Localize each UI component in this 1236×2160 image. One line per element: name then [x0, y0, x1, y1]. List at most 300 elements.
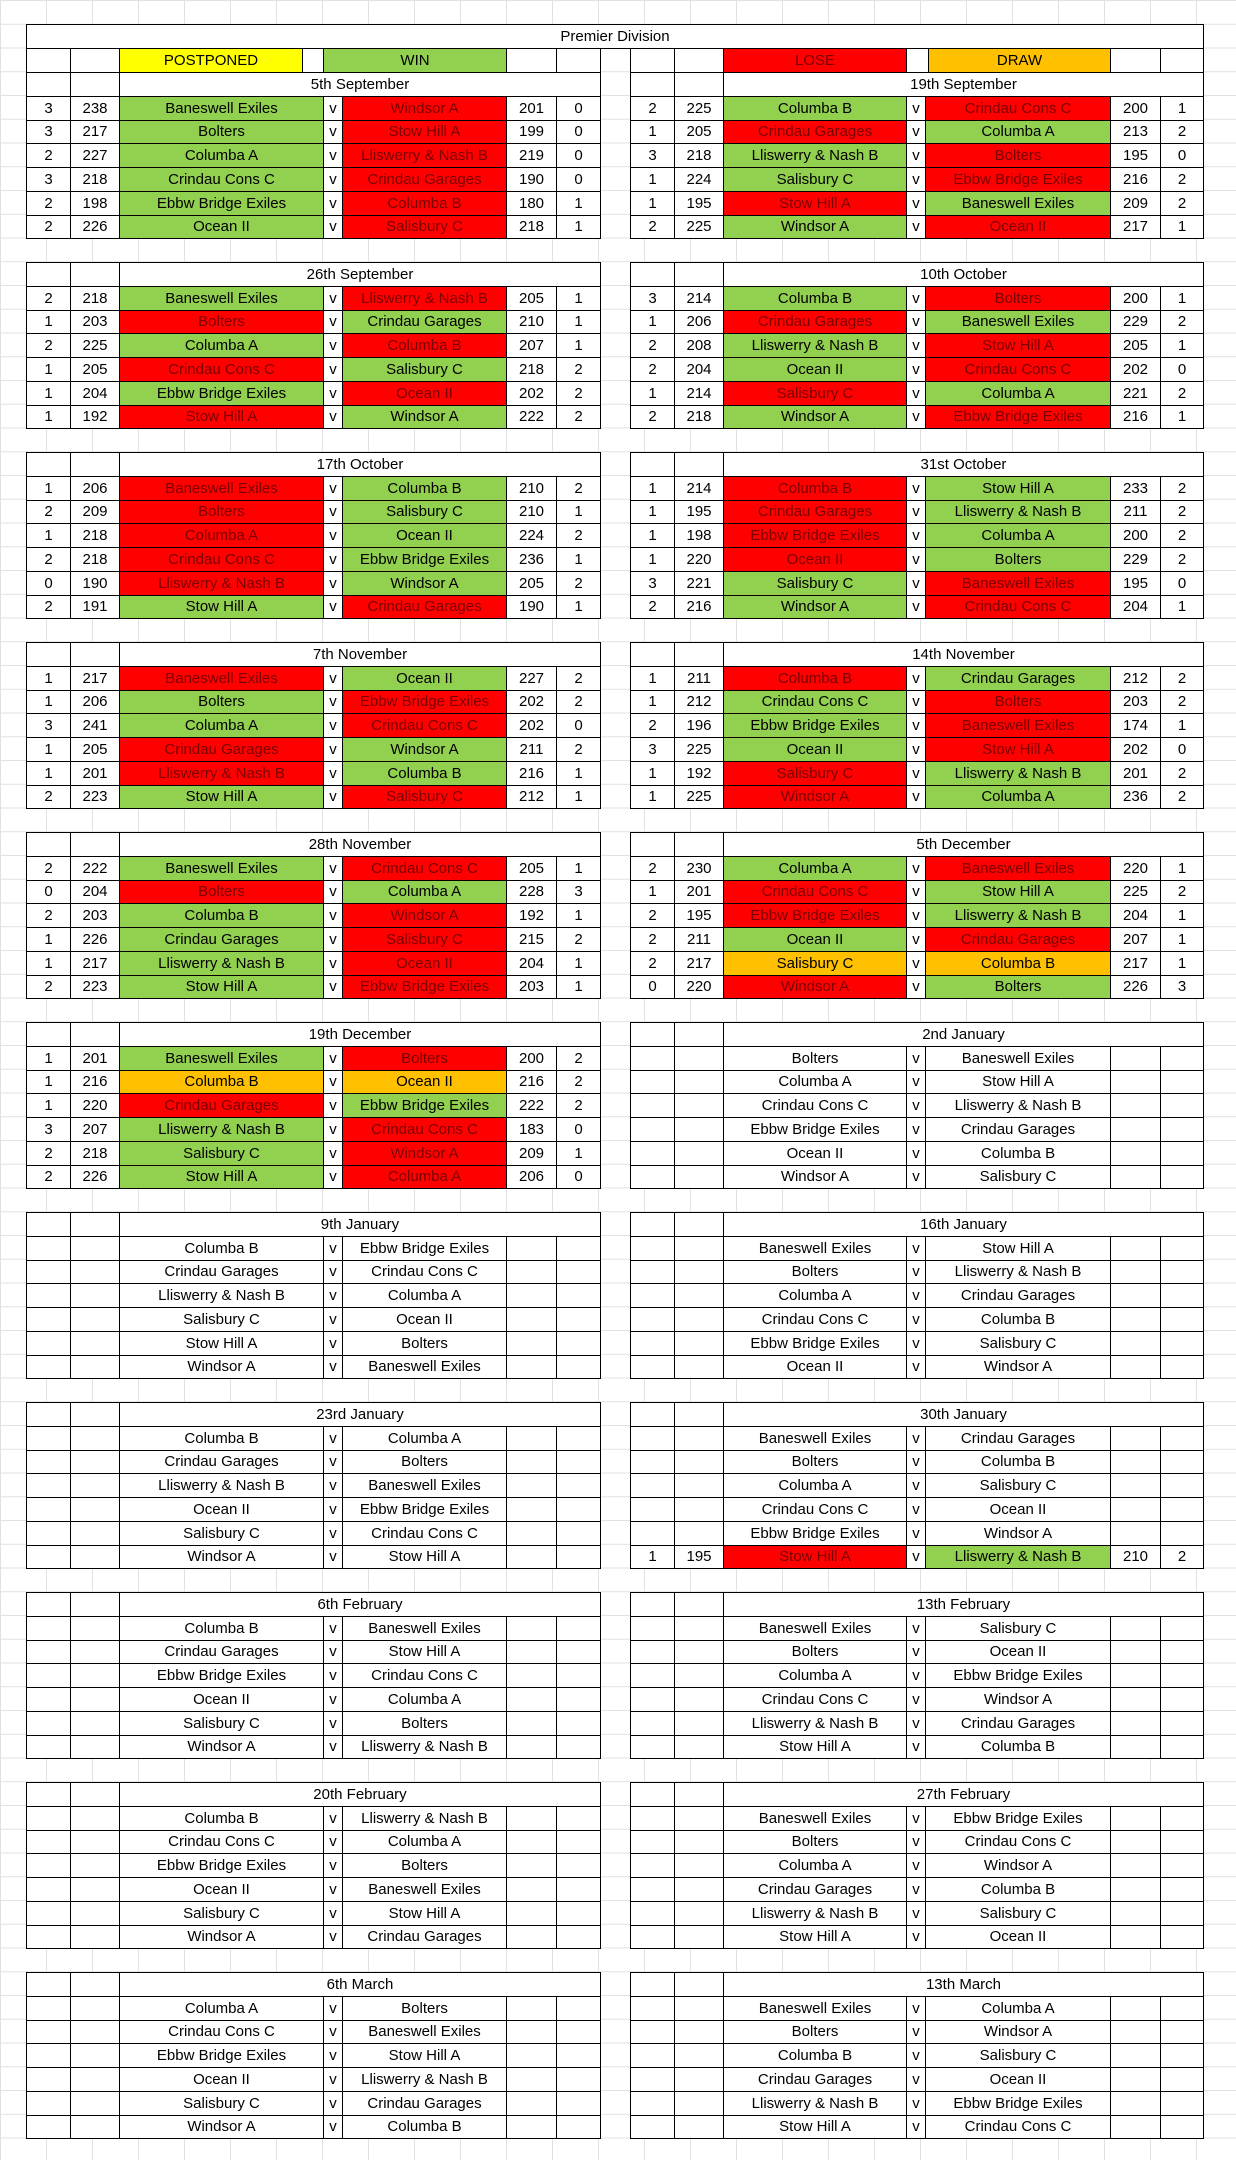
home-score[interactable]	[70, 2067, 120, 2092]
versus[interactable]: v	[906, 737, 926, 762]
home-points[interactable]	[630, 1070, 675, 1095]
home-points[interactable]	[26, 1307, 71, 1332]
home-points[interactable]	[630, 1711, 675, 1736]
away-score[interactable]	[506, 1663, 557, 1688]
away-score[interactable]	[1110, 1450, 1161, 1475]
versus[interactable]: v	[906, 476, 926, 501]
home-team[interactable]: Crindau Cons C	[723, 1093, 907, 1118]
home-team[interactable]: Lliswerry & Nash B	[723, 1901, 907, 1926]
away-points[interactable]: 2	[1160, 167, 1204, 192]
away-team[interactable]: Bolters	[925, 975, 1111, 1000]
away-points[interactable]	[556, 1236, 601, 1261]
away-score[interactable]	[506, 1426, 557, 1451]
home-score[interactable]: 218	[674, 143, 724, 168]
home-score[interactable]: 225	[674, 215, 724, 240]
away-points[interactable]: 0	[556, 1165, 601, 1190]
home-score[interactable]	[70, 1806, 120, 1831]
home-team[interactable]: Columba B	[119, 1616, 324, 1641]
away-points[interactable]: 1	[556, 215, 601, 240]
away-points[interactable]: 2	[556, 927, 601, 952]
away-team[interactable]: Stow Hill A	[925, 880, 1111, 905]
home-team[interactable]: Ebbw Bridge Exiles	[119, 2043, 324, 2068]
versus[interactable]: v	[323, 1545, 343, 1570]
home-team[interactable]: Bolters	[119, 880, 324, 905]
header-blank-cell[interactable]	[1110, 48, 1161, 73]
round-date[interactable]: 28th November	[119, 832, 601, 857]
away-team[interactable]: Windsor A	[925, 2020, 1111, 2045]
home-points[interactable]: 1	[630, 690, 675, 715]
away-team[interactable]: Windsor A	[342, 1141, 507, 1166]
away-score[interactable]: 211	[506, 737, 557, 762]
versus[interactable]: v	[323, 1260, 343, 1285]
versus[interactable]: v	[906, 2115, 926, 2140]
versus[interactable]: v	[323, 571, 343, 596]
home-points[interactable]: 2	[26, 1141, 71, 1166]
home-team[interactable]: Crindau Cons C	[119, 167, 324, 192]
away-points[interactable]	[1160, 1355, 1204, 1380]
round-date[interactable]: 19th December	[119, 1022, 601, 1047]
home-points[interactable]	[26, 1711, 71, 1736]
versus[interactable]: v	[323, 1070, 343, 1095]
home-score[interactable]: 217	[70, 951, 120, 976]
away-points[interactable]	[556, 1521, 601, 1546]
home-team[interactable]: Lliswerry & Nash B	[119, 951, 324, 976]
home-score[interactable]	[70, 1830, 120, 1855]
home-score[interactable]	[674, 1283, 724, 1308]
home-points[interactable]: 1	[26, 357, 71, 382]
versus[interactable]: v	[323, 1735, 343, 1760]
versus[interactable]: v	[323, 1473, 343, 1498]
versus[interactable]: v	[323, 120, 343, 145]
home-team[interactable]: Crindau Cons C	[723, 1687, 907, 1712]
away-score[interactable]: 213	[1110, 120, 1161, 145]
home-points[interactable]: 2	[630, 595, 675, 620]
home-team[interactable]: Ebbw Bridge Exiles	[723, 1521, 907, 1546]
home-team[interactable]: Columba A	[119, 523, 324, 548]
away-score[interactable]	[506, 1236, 557, 1261]
away-points[interactable]	[1160, 1996, 1204, 2021]
away-points[interactable]: 0	[556, 167, 601, 192]
away-score[interactable]	[1110, 1735, 1161, 1760]
round-date[interactable]: 20th February	[119, 1782, 601, 1807]
home-team[interactable]: Lliswerry & Nash B	[119, 1283, 324, 1308]
home-points[interactable]: 1	[26, 310, 71, 335]
away-score[interactable]	[1110, 1711, 1161, 1736]
away-team[interactable]: Lliswerry & Nash B	[342, 143, 507, 168]
home-score[interactable]: 195	[674, 903, 724, 928]
home-team[interactable]: Crindau Garages	[119, 1450, 324, 1475]
home-score[interactable]: 201	[70, 761, 120, 786]
away-score[interactable]	[1110, 1497, 1161, 1522]
home-score[interactable]: 201	[674, 880, 724, 905]
away-points[interactable]: 0	[556, 1117, 601, 1142]
home-score[interactable]: 218	[70, 547, 120, 572]
home-team[interactable]: Stow Hill A	[119, 595, 324, 620]
away-team[interactable]: Salisbury C	[342, 927, 507, 952]
away-team[interactable]: Stow Hill A	[342, 1640, 507, 1665]
home-score[interactable]: 195	[674, 1545, 724, 1570]
home-team[interactable]: Baneswell Exiles	[723, 1996, 907, 2021]
away-points[interactable]	[556, 1283, 601, 1308]
home-score[interactable]: 216	[674, 595, 724, 620]
home-points[interactable]: 1	[26, 951, 71, 976]
round-date[interactable]: 5th September	[119, 72, 601, 97]
versus[interactable]: v	[906, 1687, 926, 1712]
away-score[interactable]: 202	[506, 690, 557, 715]
away-points[interactable]	[1160, 2020, 1204, 2045]
home-score[interactable]: 205	[674, 120, 724, 145]
away-points[interactable]: 2	[1160, 191, 1204, 216]
away-score[interactable]	[506, 1307, 557, 1332]
away-points[interactable]: 2	[556, 381, 601, 406]
away-points[interactable]	[556, 1640, 601, 1665]
away-points[interactable]: 1	[556, 286, 601, 311]
header-blank-cell[interactable]	[630, 48, 675, 73]
home-points[interactable]: 2	[26, 547, 71, 572]
away-score[interactable]: 209	[1110, 191, 1161, 216]
home-points[interactable]	[630, 2020, 675, 2045]
home-score[interactable]	[674, 1925, 724, 1950]
legend-draw[interactable]: DRAW	[928, 48, 1111, 73]
versus[interactable]: v	[906, 1901, 926, 1926]
home-score[interactable]: 226	[70, 215, 120, 240]
home-score[interactable]: 192	[674, 761, 724, 786]
away-team[interactable]: Crindau Cons C	[342, 713, 507, 738]
away-score[interactable]: 199	[506, 120, 557, 145]
away-score[interactable]: 206	[506, 1165, 557, 1190]
away-score[interactable]: 218	[506, 215, 557, 240]
away-score[interactable]: 211	[1110, 500, 1161, 525]
home-team[interactable]: Columba B	[119, 1426, 324, 1451]
away-team[interactable]: Windsor A	[342, 903, 507, 928]
away-team[interactable]: Bolters	[342, 1331, 507, 1356]
date-row-blank[interactable]	[26, 1402, 71, 1427]
home-points[interactable]	[630, 1830, 675, 1855]
versus[interactable]: v	[906, 690, 926, 715]
home-score[interactable]: 208	[674, 333, 724, 358]
away-score[interactable]	[1110, 1307, 1161, 1332]
versus[interactable]: v	[906, 1450, 926, 1475]
home-points[interactable]: 1	[630, 666, 675, 691]
home-points[interactable]	[26, 1283, 71, 1308]
away-team[interactable]: Ocean II	[925, 1925, 1111, 1950]
home-points[interactable]: 3	[26, 1117, 71, 1142]
home-points[interactable]: 3	[26, 713, 71, 738]
away-team[interactable]: Windsor A	[342, 737, 507, 762]
away-score[interactable]	[1110, 1260, 1161, 1285]
away-score[interactable]: 236	[1110, 785, 1161, 810]
away-team[interactable]: Columba A	[342, 1165, 507, 1190]
away-team[interactable]: Ocean II	[925, 1640, 1111, 1665]
home-score[interactable]: 214	[674, 476, 724, 501]
home-team[interactable]: Bolters	[723, 1450, 907, 1475]
away-team[interactable]: Salisbury C	[342, 357, 507, 382]
away-score[interactable]: 233	[1110, 476, 1161, 501]
home-score[interactable]	[70, 1331, 120, 1356]
away-points[interactable]: 2	[556, 666, 601, 691]
home-team[interactable]: Salisbury C	[119, 1711, 324, 1736]
home-score[interactable]	[70, 1877, 120, 1902]
home-points[interactable]	[630, 1687, 675, 1712]
home-score[interactable]: 191	[70, 595, 120, 620]
away-score[interactable]	[1110, 1473, 1161, 1498]
home-score[interactable]	[70, 1901, 120, 1926]
away-score[interactable]: 204	[1110, 595, 1161, 620]
away-points[interactable]	[556, 2043, 601, 2068]
home-score[interactable]: 241	[70, 713, 120, 738]
date-row-blank[interactable]	[70, 1212, 120, 1237]
away-points[interactable]	[556, 1307, 601, 1332]
home-points[interactable]	[630, 1853, 675, 1878]
home-score[interactable]	[674, 1521, 724, 1546]
away-points[interactable]: 0	[556, 143, 601, 168]
away-points[interactable]	[556, 1687, 601, 1712]
away-points[interactable]: 2	[1160, 761, 1204, 786]
away-points[interactable]	[1160, 1426, 1204, 1451]
away-points[interactable]	[1160, 1497, 1204, 1522]
home-points[interactable]	[26, 1426, 71, 1451]
away-points[interactable]	[1160, 1331, 1204, 1356]
home-team[interactable]: Windsor A	[723, 215, 907, 240]
home-score[interactable]: 224	[674, 167, 724, 192]
versus[interactable]: v	[906, 1307, 926, 1332]
home-points[interactable]	[26, 2091, 71, 2116]
away-score[interactable]: 202	[506, 381, 557, 406]
versus[interactable]: v	[906, 333, 926, 358]
home-points[interactable]	[26, 1545, 71, 1570]
versus[interactable]: v	[323, 1093, 343, 1118]
home-team[interactable]: Salisbury C	[119, 1307, 324, 1332]
versus[interactable]: v	[323, 1877, 343, 1902]
date-row-blank[interactable]	[70, 1592, 120, 1617]
date-row-blank[interactable]	[630, 642, 675, 667]
home-score[interactable]	[70, 1925, 120, 1950]
away-points[interactable]	[556, 1497, 601, 1522]
home-points[interactable]: 3	[26, 96, 71, 121]
versus[interactable]: v	[323, 310, 343, 335]
versus[interactable]: v	[323, 1830, 343, 1855]
away-score[interactable]	[506, 1735, 557, 1760]
away-team[interactable]: Windsor A	[342, 571, 507, 596]
date-row-blank[interactable]	[674, 1022, 724, 1047]
home-points[interactable]	[630, 1355, 675, 1380]
home-score[interactable]: 223	[70, 785, 120, 810]
away-points[interactable]	[1160, 2091, 1204, 2116]
away-score[interactable]: 217	[1110, 951, 1161, 976]
versus[interactable]: v	[906, 713, 926, 738]
versus[interactable]: v	[323, 357, 343, 382]
home-score[interactable]: 195	[674, 500, 724, 525]
versus[interactable]: v	[906, 1616, 926, 1641]
home-points[interactable]	[630, 1996, 675, 2021]
versus[interactable]: v	[323, 167, 343, 192]
home-team[interactable]: Columba A	[723, 1283, 907, 1308]
versus[interactable]: v	[323, 1497, 343, 1522]
versus[interactable]: v	[906, 856, 926, 881]
home-team[interactable]: Salisbury C	[723, 167, 907, 192]
away-points[interactable]	[556, 2091, 601, 2116]
home-team[interactable]: Stow Hill A	[119, 1165, 324, 1190]
date-row-blank[interactable]	[674, 452, 724, 477]
away-team[interactable]: Columba B	[925, 951, 1111, 976]
away-team[interactable]: Salisbury C	[925, 1165, 1111, 1190]
home-team[interactable]: Stow Hill A	[119, 975, 324, 1000]
away-points[interactable]	[1160, 1117, 1204, 1142]
away-points[interactable]: 1	[556, 903, 601, 928]
away-points[interactable]: 2	[1160, 120, 1204, 145]
versus[interactable]: v	[323, 1640, 343, 1665]
round-date[interactable]: 23rd January	[119, 1402, 601, 1427]
versus[interactable]: v	[906, 1711, 926, 1736]
home-score[interactable]: 227	[70, 143, 120, 168]
away-team[interactable]: Stow Hill A	[342, 120, 507, 145]
away-score[interactable]	[506, 1901, 557, 1926]
versus[interactable]: v	[323, 1355, 343, 1380]
home-team[interactable]: Windsor A	[119, 1925, 324, 1950]
home-team[interactable]: Crindau Cons C	[723, 1307, 907, 1332]
away-score[interactable]	[506, 1521, 557, 1546]
home-team[interactable]: Crindau Garages	[723, 1877, 907, 1902]
round-date[interactable]: 13th March	[723, 1972, 1204, 1997]
away-score[interactable]	[1110, 1830, 1161, 1855]
home-points[interactable]: 1	[630, 167, 675, 192]
away-team[interactable]: Lliswerry & Nash B	[925, 500, 1111, 525]
versus[interactable]: v	[323, 1521, 343, 1546]
away-points[interactable]: 1	[1160, 286, 1204, 311]
away-points[interactable]: 1	[556, 547, 601, 572]
away-points[interactable]	[1160, 1735, 1204, 1760]
round-date[interactable]: 30th January	[723, 1402, 1204, 1427]
away-score[interactable]: 207	[1110, 927, 1161, 952]
home-team[interactable]: Crindau Cons C	[723, 880, 907, 905]
home-points[interactable]: 2	[26, 333, 71, 358]
versus[interactable]: v	[906, 1853, 926, 1878]
away-points[interactable]	[556, 1853, 601, 1878]
away-score[interactable]: 221	[1110, 381, 1161, 406]
home-team[interactable]: Windsor A	[723, 785, 907, 810]
home-team[interactable]: Baneswell Exiles	[119, 1046, 324, 1071]
versus[interactable]: v	[323, 856, 343, 881]
away-team[interactable]: Salisbury C	[925, 1616, 1111, 1641]
away-points[interactable]	[1160, 1450, 1204, 1475]
round-date[interactable]: 10th October	[723, 262, 1204, 287]
away-score[interactable]: 205	[506, 571, 557, 596]
home-team[interactable]: Baneswell Exiles	[723, 1426, 907, 1451]
versus[interactable]: v	[323, 405, 343, 430]
home-team[interactable]: Ebbw Bridge Exiles	[723, 523, 907, 548]
home-points[interactable]: 2	[630, 903, 675, 928]
away-points[interactable]: 2	[1160, 523, 1204, 548]
away-team[interactable]: Crindau Cons C	[925, 2115, 1111, 2140]
home-score[interactable]: 226	[70, 927, 120, 952]
versus[interactable]: v	[906, 1996, 926, 2021]
home-score[interactable]	[674, 1165, 724, 1190]
versus[interactable]: v	[906, 951, 926, 976]
home-points[interactable]	[630, 1141, 675, 1166]
away-team[interactable]: Salisbury C	[342, 500, 507, 525]
versus[interactable]: v	[323, 500, 343, 525]
versus[interactable]: v	[906, 1521, 926, 1546]
home-score[interactable]	[674, 1331, 724, 1356]
away-points[interactable]	[556, 2067, 601, 2092]
home-points[interactable]	[630, 1046, 675, 1071]
away-score[interactable]	[1110, 1236, 1161, 1261]
away-team[interactable]: Stow Hill A	[925, 1236, 1111, 1261]
away-score[interactable]	[506, 1497, 557, 1522]
home-points[interactable]: 1	[26, 381, 71, 406]
versus[interactable]: v	[906, 1117, 926, 1142]
home-score[interactable]	[674, 1806, 724, 1831]
away-score[interactable]: 190	[506, 595, 557, 620]
home-points[interactable]	[630, 2115, 675, 2140]
date-row-blank[interactable]	[70, 72, 120, 97]
versus[interactable]: v	[906, 547, 926, 572]
home-points[interactable]	[630, 1283, 675, 1308]
away-points[interactable]: 1	[556, 951, 601, 976]
away-score[interactable]	[506, 2115, 557, 2140]
away-points[interactable]	[1160, 1046, 1204, 1071]
away-points[interactable]	[1160, 1307, 1204, 1332]
home-points[interactable]	[630, 1426, 675, 1451]
away-score[interactable]	[1110, 2043, 1161, 2068]
home-team[interactable]: Ebbw Bridge Exiles	[723, 1331, 907, 1356]
home-team[interactable]: Stow Hill A	[723, 2115, 907, 2140]
versus[interactable]: v	[323, 523, 343, 548]
home-team[interactable]: Columba B	[119, 1236, 324, 1261]
versus[interactable]: v	[906, 1735, 926, 1760]
home-points[interactable]: 1	[26, 1070, 71, 1095]
away-score[interactable]: 201	[506, 96, 557, 121]
home-score[interactable]	[674, 1236, 724, 1261]
versus[interactable]: v	[323, 2091, 343, 2116]
away-score[interactable]: 205	[506, 286, 557, 311]
home-points[interactable]	[630, 2043, 675, 2068]
away-points[interactable]: 2	[1160, 880, 1204, 905]
away-score[interactable]: 202	[1110, 737, 1161, 762]
away-team[interactable]: Columba B	[342, 191, 507, 216]
round-date[interactable]: 27th February	[723, 1782, 1204, 1807]
away-team[interactable]: Lliswerry & Nash B	[925, 1260, 1111, 1285]
versus[interactable]: v	[906, 927, 926, 952]
versus[interactable]: v	[906, 571, 926, 596]
home-score[interactable]: 225	[674, 785, 724, 810]
away-score[interactable]: 229	[1110, 547, 1161, 572]
away-team[interactable]: Salisbury C	[342, 215, 507, 240]
home-score[interactable]	[674, 1450, 724, 1475]
home-team[interactable]: Baneswell Exiles	[119, 286, 324, 311]
away-score[interactable]: 205	[1110, 333, 1161, 358]
home-points[interactable]: 2	[26, 191, 71, 216]
away-points[interactable]: 1	[556, 310, 601, 335]
round-date[interactable]: 16th January	[723, 1212, 1204, 1237]
home-points[interactable]	[26, 1925, 71, 1950]
versus[interactable]: v	[323, 333, 343, 358]
versus[interactable]: v	[906, 523, 926, 548]
away-points[interactable]	[1160, 2115, 1204, 2140]
home-team[interactable]: Windsor A	[119, 1735, 324, 1760]
home-team[interactable]: Stow Hill A	[723, 191, 907, 216]
away-points[interactable]	[556, 1735, 601, 1760]
away-points[interactable]	[1160, 2043, 1204, 2068]
date-row-blank[interactable]	[26, 1592, 71, 1617]
away-team[interactable]: Crindau Garages	[342, 2091, 507, 2116]
home-score[interactable]	[674, 1853, 724, 1878]
home-points[interactable]: 1	[630, 761, 675, 786]
away-points[interactable]: 0	[1160, 571, 1204, 596]
home-score[interactable]	[674, 1307, 724, 1332]
home-points[interactable]: 1	[630, 785, 675, 810]
home-team[interactable]: Stow Hill A	[119, 785, 324, 810]
